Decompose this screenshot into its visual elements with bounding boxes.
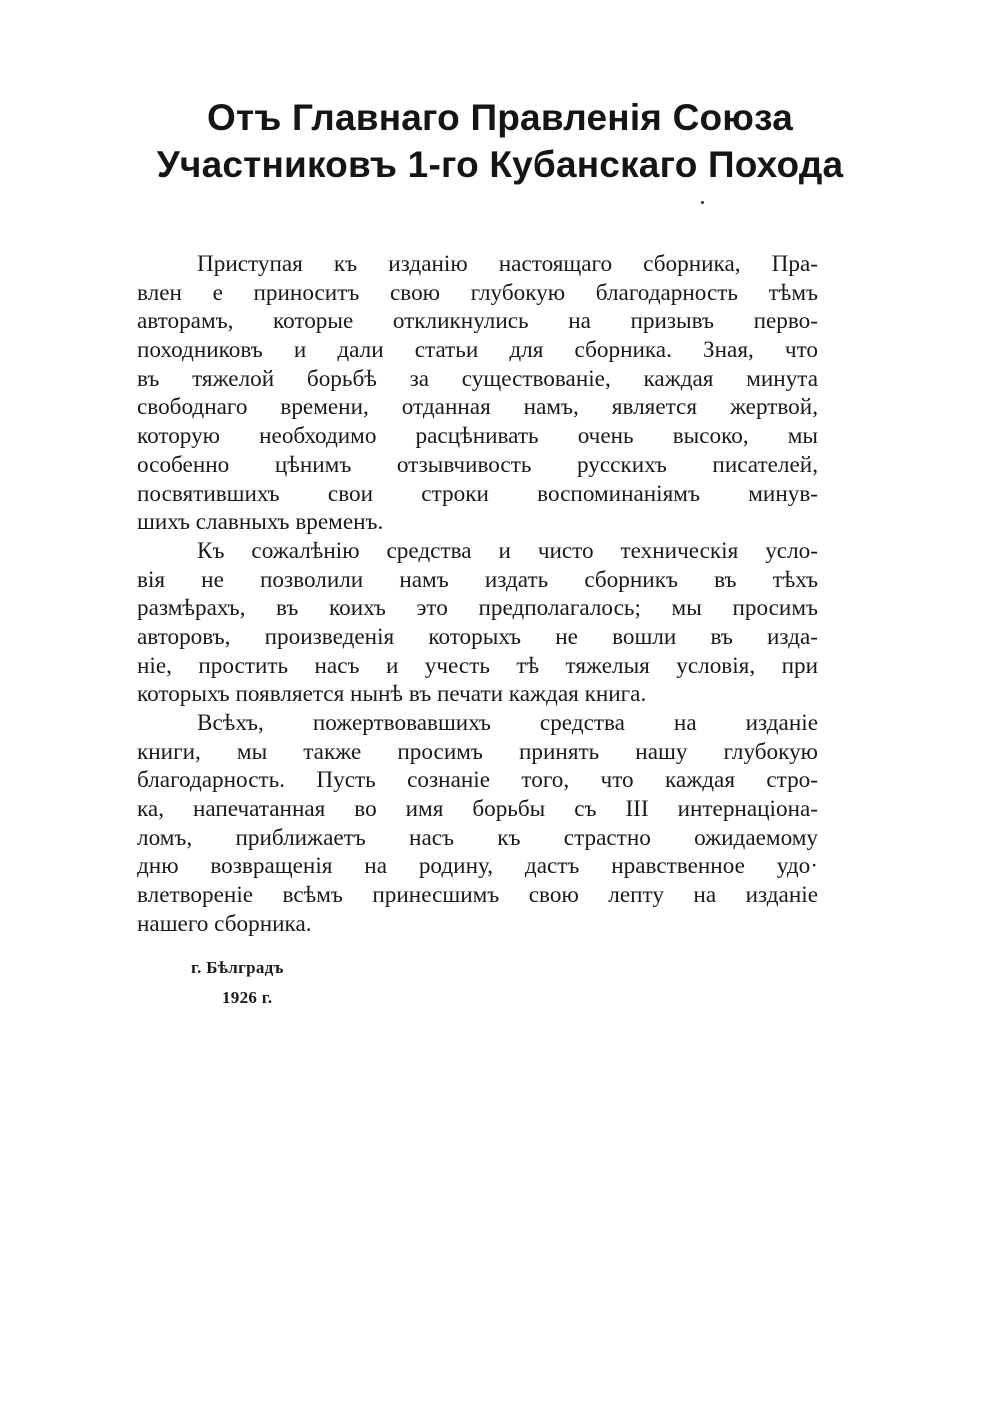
body-line: которыхъ появляется нынѣ въ печати каждая книга. [137, 681, 647, 708]
body-line: авторамъ, которые откликнулись на призывъ перво- [137, 308, 818, 335]
body-line: благодарность. Пусть сознаніе того, что каждая стро- [137, 767, 818, 794]
body-line: нашего сборника. [137, 910, 312, 937]
body-line: авторовъ, произведенія которыхъ не вошли въ изда- [137, 623, 818, 650]
body-line: особенно цѣнимъ отзывчивость русскихъ писателей, [137, 451, 818, 478]
body-line: ка, напечатанная во имя борьбы съ III интернаціона- [137, 796, 818, 823]
body-line: книги, мы также просимъ принять нашу глубокую [137, 738, 818, 765]
body-line: Къ сожалѣнію средства и чисто техническія усло- [197, 537, 818, 564]
body-line: влен е приноситъ свою глубокую благодарность тѣмъ [137, 279, 818, 306]
signature-date: 1926 г. [222, 988, 273, 1007]
print-speck [701, 201, 704, 204]
body-line: свободнаго времени, отданная намъ, является жертвой, [137, 394, 818, 421]
body-line: походниковъ и дали статьи для сборника. Зная, что [137, 337, 818, 364]
body-line: Всѣхъ, пожертвовавшихъ средства на изданіе [197, 710, 818, 736]
body-line: вія не позволили намъ издать сборникъ въ тѣхъ [137, 566, 818, 593]
body-line: влетвореніе всѣмъ принесшимъ свою лепту на изданіе [137, 882, 818, 909]
body-line: шихъ славныхъ временъ. [137, 509, 384, 536]
body-line: ніе, простить насъ и учесть тѣ тяжелыя условія, при [137, 652, 818, 679]
body-line: которую необходимо расцѣнивать очень высоко, мы [137, 423, 818, 450]
body-line: ломъ, приближаетъ насъ къ страстно ожидаемому [137, 824, 818, 851]
body-line: дню возвращенія на родину, дастъ нравственное удо· [137, 853, 818, 880]
body-line: размѣрахъ, въ коихъ это предполагалось; мы просимъ [137, 595, 818, 622]
signature-place: г. Бѣлградъ [191, 958, 284, 977]
body-line: посвятившихъ свои строки воспоминаніямъ минув- [137, 480, 818, 507]
body-line: въ тяжелой борьбѣ за существованіе, каждая минута [137, 365, 818, 392]
heading-line-2: Участниковъ 1-го Кубанскаго Похода [156, 144, 844, 185]
heading-line-1: Отъ Главнаго Правленія Союза [207, 97, 793, 138]
body-text [137, 250, 818, 939]
body-line: Приступая къ изданію настоящаго сборника, Пра- [197, 251, 818, 277]
